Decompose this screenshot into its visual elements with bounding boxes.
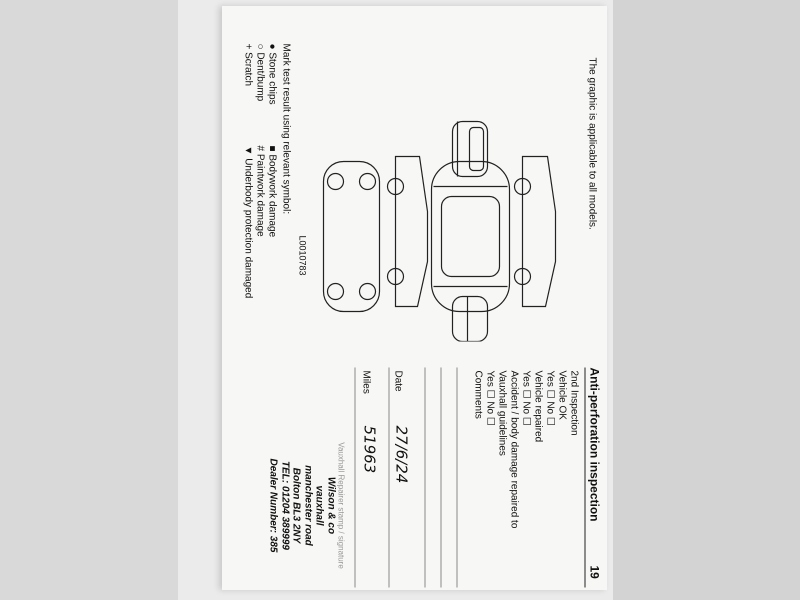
inspection-title: 2nd Inspection: [568, 370, 580, 436]
background-left: [0, 0, 178, 600]
car-diagram: [318, 92, 568, 342]
legend-bodywork: [266, 146, 278, 238]
car-front-view: [453, 122, 488, 177]
legend-label: Stone chips: [266, 52, 278, 105]
heading-rule: [585, 368, 586, 588]
accident-label: Accident / body damage repaired to: [508, 370, 520, 529]
legend-label: Bodywork damage: [266, 154, 278, 238]
dent-symbol: ○: [254, 43, 266, 50]
legend-label: Scratch: [242, 52, 254, 87]
accident-checkboxes[interactable]: Yes ☐ No ☐: [484, 370, 496, 426]
vehicle-repaired-checkboxes[interactable]: Yes ☐ No ☐: [520, 370, 532, 426]
vehicle-ok-label: Vehicle OK: [556, 370, 568, 420]
stone-chip-symbol: ●: [266, 43, 278, 50]
comments-line: [425, 368, 426, 588]
stamp-line: Bolton BL3 2NY: [290, 467, 302, 544]
legend-paintwork: [254, 146, 266, 237]
bodywork-symbol: ■: [266, 145, 278, 152]
car-outline-diagram: [318, 92, 568, 342]
stamp-line: TEL: 01204 389999: [279, 461, 291, 550]
legend-stone-chips: [266, 44, 278, 105]
comments-label: Comments: [472, 370, 484, 419]
vehicle-repaired-label: Vehicle repaired: [532, 370, 544, 443]
legend-label: Paintwork damage: [254, 153, 266, 237]
guidelines-label: Vauxhall guidelines: [496, 370, 508, 456]
legend-underbody: [242, 146, 254, 299]
rotated-page-content: [223, 6, 608, 590]
legend-title: Mark test result using relevant symbol:: [280, 43, 292, 215]
scratch-symbol: +: [242, 43, 254, 50]
stamp-faint-label: Vauxhall Repairer stamp / signature: [336, 442, 346, 569]
graphic-note: The graphic is applicable to all models.: [586, 57, 598, 230]
legend-label: Underbody protection damaged: [242, 158, 254, 299]
miles-label: Miles: [360, 370, 372, 394]
figure-code: L0010783: [297, 235, 308, 276]
date-handwritten: 27/6/24: [392, 425, 411, 484]
booklet-page: [222, 6, 607, 590]
legend-dent: [254, 44, 266, 102]
car-rear-view: [453, 297, 488, 342]
miles-handwritten: 51963: [360, 425, 379, 474]
stamp-line: vauxhall: [313, 485, 325, 526]
miles-line: [355, 368, 356, 588]
paintwork-symbol: #: [254, 145, 266, 152]
vehicle-ok-checkboxes[interactable]: Yes ☐ No ☐: [544, 370, 556, 426]
car-side-view-right: [388, 157, 428, 307]
comments-line: [441, 368, 442, 588]
underbody-symbol: ▼: [242, 145, 254, 156]
date-label: Date: [392, 370, 404, 392]
car-top-view: [432, 162, 510, 312]
page-heading: Anti-perforation inspection: [587, 367, 602, 522]
dealer-stamp: [246, 421, 346, 591]
car-side-view-left: [515, 157, 556, 307]
page-number: 19: [587, 565, 602, 579]
comments-line: [457, 368, 458, 588]
stamp-line: Dealer Number: 385: [267, 458, 279, 553]
car-underbody-view: [324, 162, 380, 312]
legend-scratch: [242, 44, 254, 87]
stamp-line: manchester road: [302, 465, 314, 546]
legend-label: Dent/bump: [254, 52, 266, 102]
stamp-line: Wilson & co: [325, 476, 337, 535]
background-right: [610, 0, 800, 600]
date-line: [389, 368, 390, 588]
